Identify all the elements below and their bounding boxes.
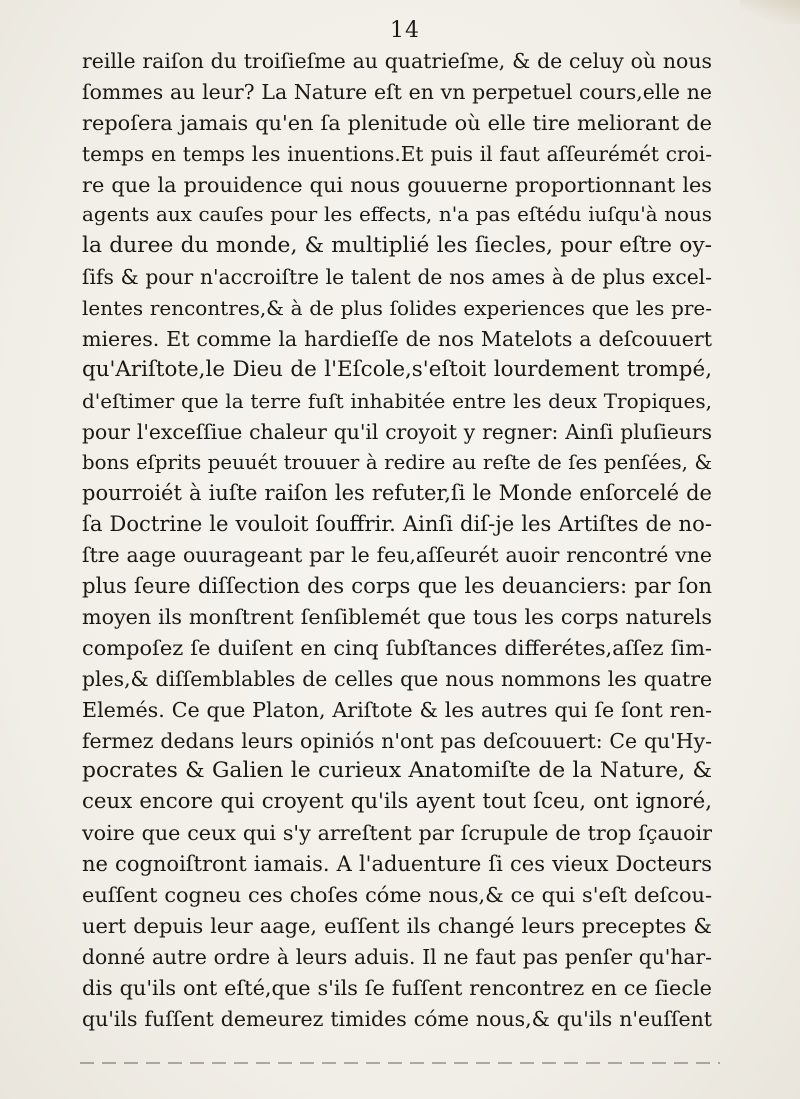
text-line: mieres. Et comme la hardieſſe de nos Matelots a deſcouuert: [82, 327, 712, 352]
text-line: euſſent cogneu ces choſes cóme nous,& ce qui s'eſt deſcou-: [82, 883, 712, 908]
text-line: ceux encore qui croyent qu'ils ayent tout ſceu, ont ignoré,: [82, 789, 712, 815]
text-line: fermez dedans leurs opiniós n'ont pas deſcouuert: Ce qu'Hy-: [82, 728, 712, 753]
text-line: uert depuis leur aage, euſſent ils changé leurs preceptes &: [82, 913, 712, 938]
text-line: ſifs & pour n'accroiſtre le talent de nos ames à de plus excel-: [82, 265, 712, 290]
text-line: reille raiſon du troiſieſme au quatrieſme, & de celuy où nous: [82, 49, 712, 73]
body-text: [82, 46, 712, 1035]
text-line: plus ſeure diſſection des corps que les deuanciers: par ſon: [82, 573, 712, 599]
text-line: agents aux cauſes pour les effects, n'a pas eſtédu iuſqu'à nous: [82, 203, 712, 227]
text-line: compoſez ſe duiſent en cinq ſubſtances differétes,aſſez ſim-: [82, 635, 712, 660]
text-line: d'eſtimer que la terre fuſt inhabitée entre les deux Tropiques,: [82, 388, 712, 413]
text-line: ſtre aage ouurageant par le feu,aſſeurét auoir rencontré vne: [82, 543, 712, 568]
text-line: ne cognoiſtront iamais. A l'aduenture ſi ces vieux Docteurs: [82, 851, 712, 877]
text-line: donné autre ordre à leurs aduis. Il ne faut pas penſer qu'har-: [82, 944, 712, 969]
text-line: qu'ils fuſſent demeurez timides cóme nous,& qu'ils n'euſſent: [82, 1006, 712, 1031]
text-line: ſa Doctrine le vouloit ſouffrir. Ainſi diſ-je les Artiſtes de no-: [82, 511, 712, 537]
text-line: bons eſprits peuuét trouuer à redire au reſte de ſes penſées, &: [82, 450, 712, 474]
text-line: Elemés. Ce que Platon, Ariſtote & les autres qui ſe ſont ren-: [82, 697, 712, 722]
text-line: pocrates & Galien le curieux Anatomiſte de la Nature, &: [82, 758, 712, 784]
text-line: pour l'exceſſiue chaleur qu'il croyoit y regner: Ainſi pluſieurs: [82, 419, 712, 444]
text-line: qu'Ariſtote,le Dieu de l'Eſcole,s'eſtoit lourdement trompé,: [82, 356, 712, 382]
text-line: ſommes au leur? La Nature eſt en vn perpetuel cours,elle ne: [82, 79, 712, 104]
text-line: lentes rencontres,& à de plus ſolides experiences que les pre-: [82, 296, 712, 321]
page-corner-stain: [740, 0, 800, 24]
text-line: pourroiét à iuſte raiſon les refuter,ſi le Monde enſorcelé de: [82, 480, 712, 506]
text-line: dis qu'ils ont eſté,que s'ils ſe fuſſent rencontrez en ce ſiecle: [82, 975, 712, 1000]
text-line: temps en temps les inuentions.Et puis il faut aſſeurémét croi-: [82, 141, 712, 166]
text-line: re que la prouidence qui nous gouuerne proportionnant les: [82, 172, 712, 197]
text-line: ples,& diſſemblables de celles que nous nommons les quatre: [82, 666, 712, 691]
text-line: moyen ils monſtrent ſenſiblemét que tous les corps naturels: [82, 605, 712, 630]
text-line: voire que ceux qui s'y arreſtent par ſcrupule de trop ſçauoir: [82, 821, 712, 846]
text-line: la duree du monde, & multiplié les ſiecles, pour eſtre oy-: [82, 233, 712, 259]
bottom-edge-shadow: [80, 1062, 720, 1064]
text-line: repoſera jamais qu'en ſa plenitude où elle tire meliorant de: [82, 110, 712, 135]
page-number: 14: [390, 18, 420, 43]
